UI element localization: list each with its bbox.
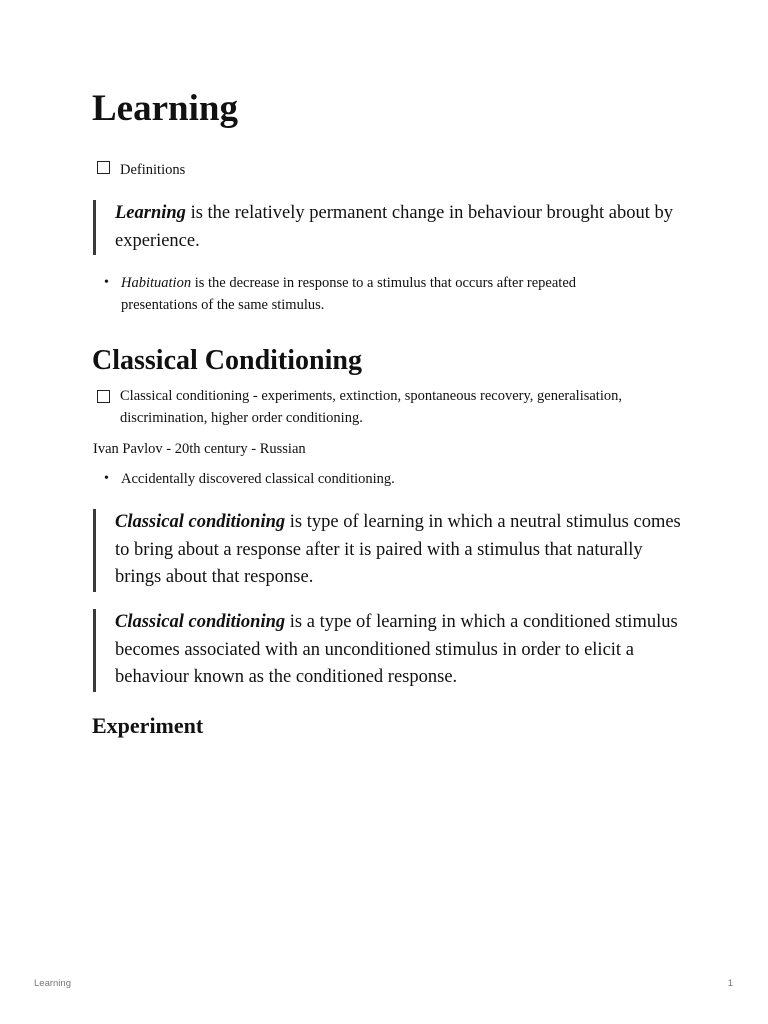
quote-term: Classical conditioning xyxy=(115,612,286,632)
section-heading-experiment: Experiment xyxy=(92,713,204,738)
bullet-text: Accidentally discovered classical conditioning. xyxy=(121,471,395,487)
section-heading-classical-conditioning: Classical Conditioning xyxy=(92,345,362,376)
bullet-term: Habituation xyxy=(121,275,192,291)
quote-learning-definition xyxy=(93,200,683,255)
footer-page-title: Learning xyxy=(34,978,71,989)
footer-page-number: 1 xyxy=(727,978,733,989)
bullet-content xyxy=(121,272,624,316)
quote-text: is the relatively permanent change in behaviour brought about by experience. xyxy=(115,203,673,251)
definitions-todo-label: Definitions xyxy=(120,162,186,178)
bullet-pavlov-discovery xyxy=(104,468,624,490)
classical-conditioning-todo xyxy=(94,385,674,429)
quote-classical-conditioning-1 xyxy=(93,509,683,592)
definitions-todo xyxy=(97,159,185,181)
bullet-dot-icon: • xyxy=(104,275,109,290)
quote-term: Classical conditioning xyxy=(115,512,286,532)
quote-term: Learning xyxy=(115,203,186,223)
bullet-dot-icon: • xyxy=(104,471,109,486)
pavlov-line: Ivan Pavlov - 20th century - Russian xyxy=(93,441,306,457)
quote-text: is a type of learning in which a conditioned stimulus becomes associated with an unconditioned stimulus in order to elicit a behaviour known as the conditioned response. xyxy=(115,612,678,687)
checkbox[interactable] xyxy=(97,390,110,403)
quote-text: is type of learning in which a neutral stimulus comes to bring about a response after it is paired with a stimulus that naturally brings about that response. xyxy=(115,512,681,587)
checkbox[interactable] xyxy=(97,161,110,174)
quote-classical-conditioning-2 xyxy=(93,609,683,692)
classical-conditioning-todo-label: Classical conditioning - experiments, extinction, spontaneous recovery, generalisation, discrimination, higher order conditioning. xyxy=(120,388,622,426)
bullet-habituation xyxy=(104,272,624,316)
page-title: Learning xyxy=(92,88,238,129)
bullet-text: is the decrease in response to a stimulus that occurs after repeated presentations of the same stimulus. xyxy=(121,275,577,313)
